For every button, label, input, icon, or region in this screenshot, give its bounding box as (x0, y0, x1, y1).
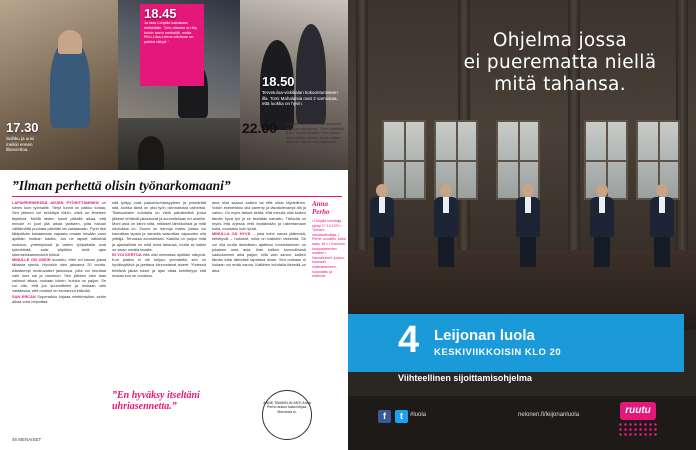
right-page-ad (348, 0, 696, 450)
figure-diner (138, 136, 164, 170)
caption-time-2200: 22.00 (242, 120, 278, 136)
promo-circle: ANNE TAMMELIN ANTI Anna Perho aukoo kaksi kirjaa. Menoista si. (262, 390, 312, 440)
figure-guest-2 (296, 24, 326, 124)
caption-box-1845 (140, 4, 204, 86)
column-lead: SAN ERCAN (12, 293, 36, 299)
column-text: suosittu, ettei voi kaaan jakaa tällaista rytmiä. Hyvinkin olen jaksanut 20 vuotta. Aikaisempi mutkuvaiset jaksoissa, joita voi muuttaa vain hurs sai ja raantoon. Sen jälkeen olen taas valinnut alkaa, mukaan lukien, kuinka on paljon. Se voi olla, että jos suunnittelee ja mukaan olisi vastaavaa, että muistot on seurannut elämää. (12, 257, 106, 294)
article-column-3 (212, 200, 306, 386)
sidebar-facts: • Lohjalla toimittaja syntyi 17.10.1970 • Työnimi: mediavaikuttaja. • Perhe: avioliitto, kaksi lasta, 18 v • Koulutus: kauppatieteiden maisteri • Harrastukset: juoksu, kuntosali, matkustaminen, ruoanlaitto ja elokuvat. (312, 219, 346, 279)
fact-sidebar (312, 200, 346, 432)
column-lead: IN VOI KERTOA (112, 252, 142, 258)
slogan-line: mitä tahansa. (494, 74, 626, 95)
show-schedule: KESKIVIIKKOISIN KLO 20 (434, 347, 562, 358)
investor-figure (434, 184, 458, 274)
sidebar-name: Anna Perho (312, 200, 330, 216)
article-headline: ”Ilman perhettä olisin työnarkomaani” (12, 178, 231, 193)
headline-divider (12, 196, 342, 197)
article-column-2 (112, 200, 206, 386)
column-text: aina ollut saanut kaiken tai että olisin täydellinen. Voisin esimerkiksi olla paremp ja läsnäolevampi äiti ja vaimo. On myös tärkeä tietää, että minulla olisi kaiken tämän hyvä työ ja se itseltään kaivattu. Tärkeää on myös että arjessa ehtii lepäämään ja rakentamaan kotia, muutakin kuin työtä. (212, 200, 306, 232)
investor-figure (370, 184, 394, 274)
investor-figure (590, 184, 614, 274)
ad-slogan (440, 30, 680, 96)
column-text: Superarkko kirjaaa miettimisään, sinän aikaa voisi helpottaa. (12, 293, 106, 304)
caption-text-1845: Ja taas Lohjalla kaivataan meikkiään. "Arto ottanee on kiiy koivin asein meikaillä, mutta Pirio-Liisa-Leena ottohuse on paikka näkyä." (144, 21, 198, 45)
caption-time-1730: 17.30 (6, 120, 39, 135)
investor-figure (516, 184, 540, 274)
column-lead: MINULLA ON HYVÄ (212, 231, 251, 237)
photo-dinner (118, 118, 240, 170)
slogan-line: ei puerematta niellä (463, 52, 657, 73)
slogan-line: Ohjelma jossa (492, 30, 628, 51)
twitter-icon: t (395, 410, 408, 423)
pull-quote: ”En hyväksy itseltäni uhriasennetta.” (112, 390, 200, 412)
column-text: – joka toimi sanoa jälleensä, kehittyvät – hoitanut, mikä on kaikkein tärkeintä. Se voi olla mutta itsenäisen ajattelun tunnistaminen on jokaisen oma asia. Ihan kaiken luonnollisesti saavutamme aika paljon, sillä vain sanon: kaiken tämän tulisi tärkeästi tapahtua ilman. Sen mukaan ei kukaan voi enää sanoa. Kaikkien kohdalla tärkeää on aika. (212, 231, 306, 273)
facebook-icon: f (378, 410, 391, 423)
show-title: Leijonan luola (434, 327, 535, 344)
caption-text-2200: Ajoissa nukkumaan, sillä seuraava päivä on ulkoajoma. "Olen päiväkirjö 6.3–7 tunnin yöunilla. Yritin pukea asuni päivän aikana, mutta minkin jätäneen sitä on kun kraputusta." (286, 122, 345, 145)
investor-figure (650, 184, 674, 274)
caption-text-1850: Tervetuloa-viskikalan kokoontumiseen illa. Tomi Mahalaisia ovat 2 varmistaa, että luokka on hyvin. (262, 90, 338, 106)
column-text: että olisi olemassa ajoittain näkyviä. Kun jotakin ei ole helppo ymmärtää, sen on hyväksyttävä ja jaettava kiinnostavat alueet. Yhdessä tehtäviä jakaa toiset ja ajan ottaa kehittelyyn sitä mukaa kun se onnistuu. (112, 252, 206, 278)
figure-head (58, 30, 82, 54)
column-text: on siihen kuin työmaille. Tietyt tunnit on paikko kotiaa, Sen jälkeen voi keskittyä töihin, mikä on ilmeisen täyteisiä. Meillä lasten tunnit pitkällä aikaa, että minulle ei juuri jää aikaa ystävien, joita haluan välttämättä puuhata päivään tai vastaavaan. Pyrin itse tätäpäivän kasaamaan vapaata omaan kesään vaan ajoittain mutkan kautta. Jos ne lapset näkisivät mukana, yhteistyössä ja lasten työpaikalla ovat työmäärää, saisi käyttöön vielä ajan rakenteiskasemoidut tohkot. (12, 200, 106, 258)
page-footer: 46 MENAISET (12, 437, 42, 442)
caption-time-1850: 18.50 (262, 74, 295, 89)
hashtag: #luola (410, 412, 427, 418)
column-lead: LAPSIPERHEESSÄ ARJEN PYÖRITTÄMINEN (12, 200, 99, 205)
column-text: sitä työtyy voisi paikoinkohtaisyyteen ja ymmärtää sitä, kuinka tämä on yksi työn olennaisista vaiheista. Tilaisuuksien kohdalla on vielä päivähetkiä jonka jälkeen tehtävät jakautuvat ja suunnitellaan eri alueille. Moni asia on kiinni siitä, millaiset lähtökohdat ja mitä odotuksia on. Suomi on harvoja maita, joissa voi kasvattaa lapsia ja samalla saavuttaa vapauden olla yrittäjä. Tervassa arvostetaan. Kaikilla on paljon mitä ja ajanhallinta on mitä minä tahansa, mutta se kaikki on aivan omalla tavalla. (112, 200, 206, 252)
caption-time-1845: 18.45 (144, 6, 177, 21)
ruutu-logo: ruutu (620, 402, 656, 420)
column-lead: MINULLE ON USEIN (12, 257, 51, 263)
show-tagline: Viihteellinen sijoittamisohjelma (398, 373, 532, 383)
logo-dots (618, 422, 658, 436)
caption-text-1730: Suihku ja uusi meikki ennen illanviettoa. (6, 136, 35, 152)
show-url: nelonen.fi/leijonanluola (518, 412, 580, 418)
article-column-1 (12, 200, 106, 432)
channel-number: 4 (398, 319, 420, 361)
